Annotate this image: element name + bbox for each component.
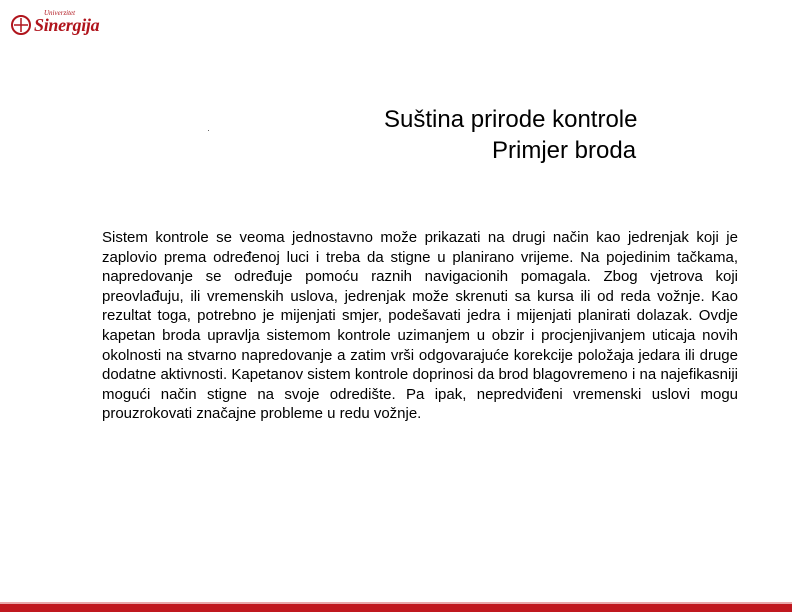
slide-title-line-2: Primjer broda — [492, 137, 637, 164]
slide-title — [360, 104, 740, 166]
university-logo — [6, 6, 98, 36]
logo-subtitle: Univerzitet — [44, 9, 76, 17]
decorative-dot — [208, 130, 209, 131]
slide-body-text: Sistem kontrole se veoma jednostavno može prikazati na drugi način kao jedrenjak koji je zaplovio prema određenoj luci i treba da stigne u planirano vrijeme. Na pojedinim tačkama, napredovanje se određuje pomoću raznih navigacionih pomagala. Zbog vjetrova koji preovlađuju, ili vremenskih uslova, jedrenjak može skrenuti sa kursa ili od reda vožnje. Kao rezultat toga, potrebno je mijenjati smjer, podešavati jedra i mijenjati planirati dolazak. Ovdje kapetan broda upravlja sistemom kontrole uzimanjem u obzir i procjenjivanjem uticaja novih okolnosti na stvarno napredovanje a zatim vrši odgovarajuće korekcije položaja jedara ili druge dodatne aktivnosti. Kapetanov sistem kontrole doprinosi da brod blagovremeno i na najefikasniji mogući način stigne na svoje odredište. Pa ipak, nepredviđeni vremenski uslovi mogu prouzrokovati značajne probleme u redu vožnje. — [102, 229, 738, 423]
logo-name: Sinergija — [34, 15, 100, 35]
slide-title-line-1: Suština prirode kontrole — [384, 106, 638, 133]
university-logo-icon — [10, 14, 32, 36]
footer-bar — [0, 604, 792, 612]
